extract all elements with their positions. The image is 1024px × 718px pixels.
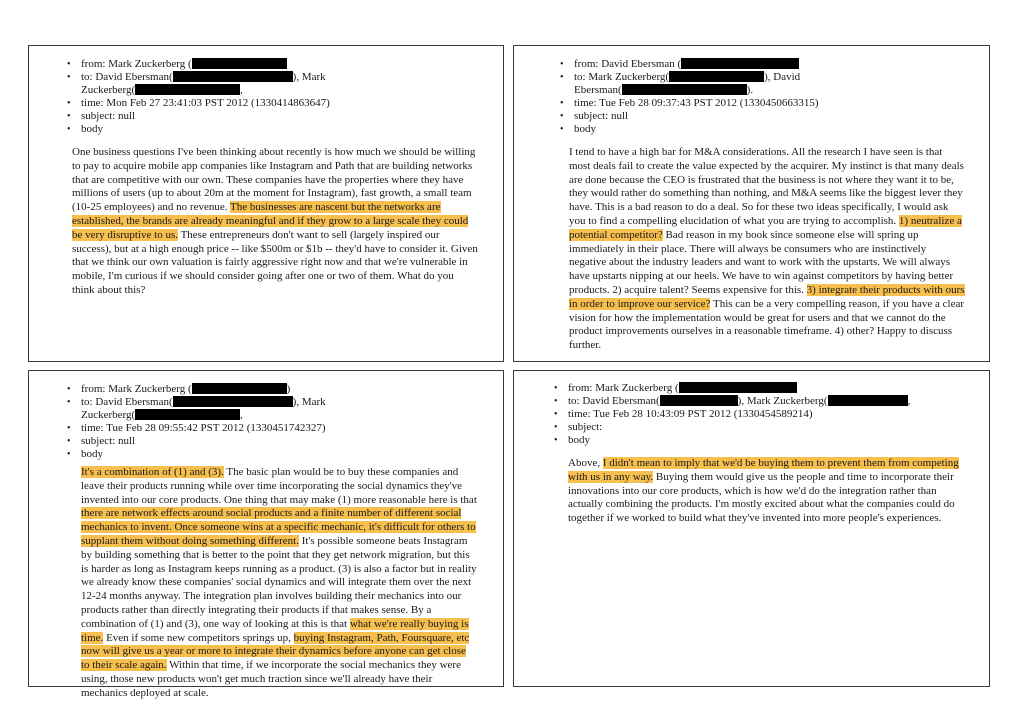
body-segment: Even if some new competitors springs up, xyxy=(103,631,294,644)
email-body xyxy=(72,146,479,298)
subject-line: • subject: null xyxy=(67,435,473,448)
from-line: • from: David Ebersman ( xyxy=(560,58,959,71)
body-segment: These entrepreneurs don't want to sell (largely inspired our success), but at a high enough price -- like $500m or $1b -- they'd have to consider it. Given that we think our own valuation is fairly aggressive right now and that we're vulnerable in mobile, I'm curious if we should consider going after one or two of them. What do you think about this? xyxy=(72,228,478,296)
redaction-block xyxy=(192,383,287,394)
from-line: • from: Mark Zuckerberg ( ) xyxy=(67,383,473,396)
time-line: • time: Mon Feb 27 23:41:03 PST 2012 (1330414863647) xyxy=(67,97,473,110)
time-line: • time: Tue Feb 28 09:55:42 PST 2012 (1330451742327) xyxy=(67,422,473,435)
time-line: • time: Tue Feb 28 09:37:43 PST 2012 (1330450663315) xyxy=(560,97,959,110)
to-line-continued: Ebersman( ). xyxy=(574,84,754,96)
to-line: • to: Mark Zuckerberg( ), David xyxy=(560,71,959,84)
body-label: • body xyxy=(554,434,959,447)
redaction-block xyxy=(679,382,797,393)
email-panel-3 xyxy=(28,370,504,699)
redaction-block xyxy=(173,71,293,82)
redaction-block xyxy=(669,71,764,82)
to-line: • to: David Ebersman( ), Mark Zuckerberg( , xyxy=(554,395,959,408)
body-label: • body xyxy=(67,448,473,461)
highlighted-segment: buying Instagram, Path, Foursquare, etc now will give us a year or more to integrate their dynamics before anyone can get close to their scale again. xyxy=(81,631,470,672)
highlighted-segment: The businesses are nascent but the networks are established, the brands are already meaningful and if they grow to a large scale they could be very disruptive to us. xyxy=(72,201,469,241)
email-header xyxy=(67,383,473,461)
body-segment: It's possible someone beats Instagram by building something that is better to the point that they get network migration, but this is harder as long as Instagram keeps running as a product. (3) is also a factor but in reality we already know these companies' social dynamics and will integrate them over the next 12-24 months anyway. The integration plan involves building their mechanics into our products rather than directly integrating their products if that makes sense. By a combination of (1) and (3), one way of looking at this is that xyxy=(81,534,477,630)
redaction-block xyxy=(660,395,738,406)
subject-line: • subject: xyxy=(554,421,959,434)
redaction-block xyxy=(173,396,293,407)
body-segment: Within that time, if we incorporate the social mechanics they were using, those new products won't get much traction since we'll already have their mechanics deployed at scale. xyxy=(81,659,461,699)
email-header xyxy=(67,58,473,136)
email-header xyxy=(560,58,959,136)
highlighted-segment: It's a combination of (1) and (3). xyxy=(81,466,224,478)
highlighted-segment: there are network effects around social products and a finite number of different social mechanics to invent. Once someone wins at a specific mechanic, it's difficult for others to supplant them without doing something different. xyxy=(81,507,476,547)
body-segment: This can be a very compelling reason, if you have a clear vision for how the implementation would be great for users and that we cannot do the product improvements ourselves in a reasonable timeframe. 4) other? Happy to discuss further. xyxy=(569,297,965,352)
from-line: • from: Mark Zuckerberg ( xyxy=(67,58,473,71)
highlighted-segment: 3) integrate their products with ours in order to improve our service? xyxy=(569,283,965,310)
to-line-continued: Zuckerberg( , xyxy=(81,84,243,96)
redaction-block xyxy=(192,58,287,69)
body-segment: Bad reason in my book since someone else will spring up immediately in their place. There will always be consumers who are instinctively negative about the industry leaders and want to work with the upstarts. We will always have upstarts nipping at our heels. We have to win against competitors by having better products. 2) acquire talent? Seems expensive for this. xyxy=(569,228,954,296)
email-body xyxy=(569,146,965,353)
highlighted-segment: what we're really buying is time. xyxy=(81,617,469,644)
body-segment: I tend to have a high bar for M&A considerations. All the research I have seen is that most deals fail to create the value expected by the acquirer. My instinct is that many deals are done because the CEO is frustrated that the business is not where they want it to be, they would rather do something than nothing, and M&A seems like the biggest lever they have. This is a bad reason to do a deal. So for these two ideas specifically, I would ask you to find a compelling elucidation of what you are trying to accomplish. xyxy=(569,146,964,227)
to-line-continued: Zuckerberg( , xyxy=(81,409,243,421)
redaction-block xyxy=(135,84,240,95)
subject-line: • subject: null xyxy=(560,110,959,123)
redaction-block xyxy=(828,395,908,406)
email-header xyxy=(554,382,959,447)
redaction-block xyxy=(135,409,240,420)
email-panel-4 xyxy=(513,370,990,687)
email-body xyxy=(81,466,477,701)
from-line: • from: Mark Zuckerberg ( xyxy=(554,382,959,395)
email-panel-1 xyxy=(28,45,504,362)
to-line: • to: David Ebersman( ), Mark xyxy=(67,396,473,409)
email-panel-2 xyxy=(513,45,990,362)
body-segment: One business questions I've been thinking about recently is how much we should be willing to pay to acquire mobile app companies like Instagram and Path that are building networks that are competitive with our own. These companies have the properties where they have millions of users (up to about 20m at the moment for Instagram), fast growth, a small team (10-25 employees) and no revenue. xyxy=(72,146,476,214)
redaction-block xyxy=(622,84,747,95)
time-line: • time: Tue Feb 28 10:43:09 PST 2012 (1330454589214) xyxy=(554,408,959,421)
body-label: • body xyxy=(560,123,959,136)
to-line: • to: David Ebersman( ), Mark xyxy=(67,71,473,84)
body-segment: Buying them would give us the people and time to incorporate their innovations into our core products, which is how we'd do the integration rather than actually combining the products. I'm mostly excited about what the companies could do together if we worked to build what they've invented into more people's experiences. xyxy=(568,470,955,525)
body-label: • body xyxy=(67,123,473,136)
body-segment: Above, xyxy=(568,457,603,469)
highlighted-segment: I didn't mean to imply that we'd be buying them to prevent them from competing with us in any way. xyxy=(568,457,959,483)
redaction-block xyxy=(681,58,799,69)
highlighted-segment: 1) neutralize a potential competitor? xyxy=(569,214,962,241)
email-body xyxy=(568,457,963,526)
body-segment: The basic plan would be to buy these companies and leave their products running while over time incorporating the social dynamics they've invented into our core products. One thing that may make (1) more reasonable here is that xyxy=(81,466,477,506)
subject-line: • subject: null xyxy=(67,110,473,123)
